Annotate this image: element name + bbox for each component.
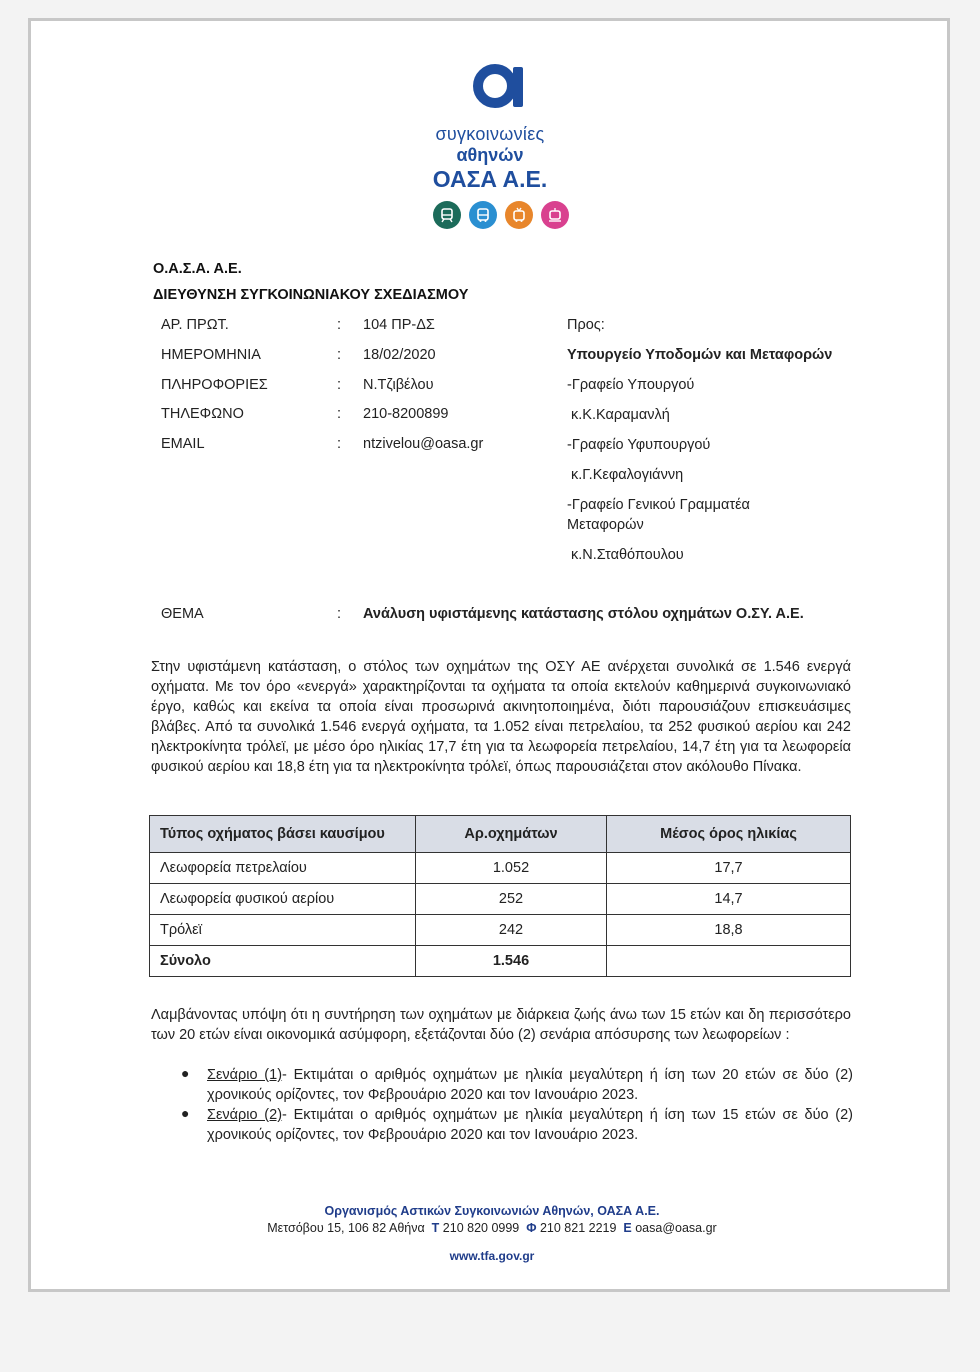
table-cell: 242 [416,915,607,946]
table-row [150,915,851,946]
table-cell: 17,7 [607,853,851,884]
bus-icon [469,201,497,229]
recipient-line: -Γραφείο Γενικού Γραμματέα [567,497,750,513]
subject-colon: : [337,606,342,622]
brand-line-2: αθηνών [456,145,524,165]
footer-phone: 210 820 0999 [442,1221,520,1235]
meta-colon: : [337,347,342,363]
recipient-line: -Γραφείο Υπουργού [567,377,695,393]
table-cell: Λεωφορεία πετρελαίου [150,853,416,884]
footer-e-label: Ε [623,1221,632,1235]
table-header: Μέσος όρος ηλικίας [607,816,851,853]
table-cell: 14,7 [607,884,851,915]
meta-colon: : [337,406,342,422]
footer-email[interactable]: oasa@oasa.gr [635,1221,717,1235]
footer-fax: 210 821 2219 [539,1221,617,1235]
meta-label-protocol: ΑΡ. ΠΡΩΤ. [161,317,229,333]
document-frame [28,18,950,1292]
second-paragraph: Λαμβάνοντας υπόψη ότι η συντήρηση των οχημάτων με διάρκεια ζωής άνω των 15 ετών και δη περισσότερο των 20 ετών είναι οικονομικά ασύμφορη, εξετάζονται δύο (2) σενάρια απόσυρσης των λεωφορείων : [151,1007,851,1043]
table-cell: 252 [416,884,607,915]
brand-line-3: ΟΑΣΑ Α.Ε. [432,166,548,192]
intro-paragraph: Στην υφιστάμενη κατάσταση, ο στόλος των οχημάτων της ΟΣΥ ΑΕ ανέρχεται συνολικά σε 1.546 ενεργά οχήματα. Με τον όρο «ενεργά» χαρακτηρίζονται τα οχήματα τα οποία εκτελούν καθημερινά συγκοινωνιακό έργο, καθώς και εκείνα τα οποία είναι προσωρινά ακινητοποιημένα, διότι παρουσιάζουν επισκευάσιμες βλάβες. Από τα συνολικά 1.546 ενεργά οχήματα, τα 1.052 είναι πετρελαίου, τα 252 φυσικού αερίου και 242 ηλεκτροκίνητα τρόλεϊ, με μέσο όρο ηλικίας 17,7 έτη για τα λεωφορεία πετρελαίου, 14,7 έτη για τα λεωφορεία φυσικού αερίου και 18,8 έτη για τα ηλεκτροκίνητα τρόλεϊ, όπως παρουσιάζεται στον ακόλουθο Πίνακα. [151,659,851,775]
recipient-line: κ.Ν.Σταθόπουλου [571,547,684,563]
table-total-row [150,946,851,977]
table-cell: 1.052 [416,853,607,884]
meta-label-email: EMAIL [161,436,205,452]
header-org: Ο.Α.Σ.Α. Α.Ε. [153,261,242,277]
trolley-icon [505,201,533,229]
subject-text: Ανάλυση υφιστάμενης κατάστασης στόλου οχημάτων Ο.ΣΥ. Α.Ε. [363,606,804,622]
meta-label-phone: ΤΗΛΕΦΩΝΟ [161,406,244,422]
scenario-text: - Εκτιμάται ο αριθμός οχημάτων με ηλικία μεγαλύτερη ή ίση των 20 ετών σε δύο (2) χρονικούς ορίζοντες, τον Φεβρουάριο 2020 και τον Ιανουάριο 2023. [207,1067,853,1103]
brand-line-1: συγκοινωνίες [435,124,545,144]
footer-website[interactable]: www.tfa.gov.gr [449,1249,535,1263]
tram-icon [541,201,569,229]
scenario-item [207,1105,853,1145]
footer-contact [31,1221,953,1235]
header-department: ΔΙΕΥΘΥΝΣΗ ΣΥΓΚΟΙΝΩΝΙΑΚΟΥ ΣΧΕΔΙΑΣΜΟΥ [153,287,469,303]
meta-colon: : [337,377,342,393]
transport-modes [433,201,573,231]
fleet-table [149,815,851,977]
table-header: Τύπος οχήματος βάσει καυσίμου [150,816,416,853]
recipient-ministry: Υπουργείο Υποδομών και Μεταφορών [567,347,833,363]
footer-f-label: Φ [526,1221,537,1235]
table-cell [607,946,851,977]
metro-icon [433,201,461,229]
table-cell: Τρόλεϊ [150,915,416,946]
recipient-line: κ.Γ.Κεφαλογιάννη [571,467,684,483]
recipient-to-label: Προς: [567,317,605,333]
meta-colon: : [337,317,342,333]
footer-address: Μετσόβου 15, 106 82 Αθήνα [267,1221,425,1235]
footer-org: Οργανισμός Αστικών Συγκοινωνιών Αθηνών, ΟΑΣΑ Α.Ε. [324,1204,660,1218]
table-header: Αρ.οχημάτων [416,816,607,853]
document-page [31,21,947,1289]
scenario-label: Σενάριο (1) [207,1067,283,1083]
table-cell: 18,8 [607,915,851,946]
meta-value-info: Ν.Τζιβέλου [363,377,434,393]
table-cell: Σύνολο [150,946,416,977]
meta-value-protocol: 104 ΠΡ-ΔΣ [363,317,435,333]
table-cell: 1.546 [416,946,607,977]
recipient-line: -Γραφείο Υφυπουργού [567,437,711,453]
subject-label: ΘΕΜΑ [161,606,204,622]
table-row [150,853,851,884]
meta-label-date: ΗΜΕΡΟΜΗΝΙΑ [161,347,261,363]
table-cell: Λεωφορεία φυσικού αερίου [150,884,416,915]
table-header-row [150,816,851,853]
meta-value-email[interactable]: ntzivelou@oasa.gr [363,436,484,452]
scenario-text: - Εκτιμάται ο αριθμός οχημάτων με ηλικία μεγαλύτερη ή ίση των 15 ετών σε δύο (2) χρονικούς ορίζοντες, τον Φεβρουάριο 2020 και τον Ιανουάριο 2023. [207,1107,853,1143]
oasa-logo-icon [473,61,527,111]
meta-value-phone: 210-8200899 [363,406,449,422]
bullet-icon: ● [181,1065,190,1081]
recipient-line: κ.Κ.Καραμανλή [571,407,670,423]
meta-value-date: 18/02/2020 [363,347,436,363]
meta-colon: : [337,436,342,452]
table-row [150,884,851,915]
bullet-icon: ● [181,1105,190,1121]
recipient-line: Μεταφορών [567,517,644,533]
scenario-item [207,1065,853,1105]
scenario-label: Σενάριο (2) [207,1107,283,1123]
footer-t-label: Τ [431,1221,440,1235]
meta-label-info: ΠΛΗΡΟΦΟΡΙΕΣ [161,377,268,393]
